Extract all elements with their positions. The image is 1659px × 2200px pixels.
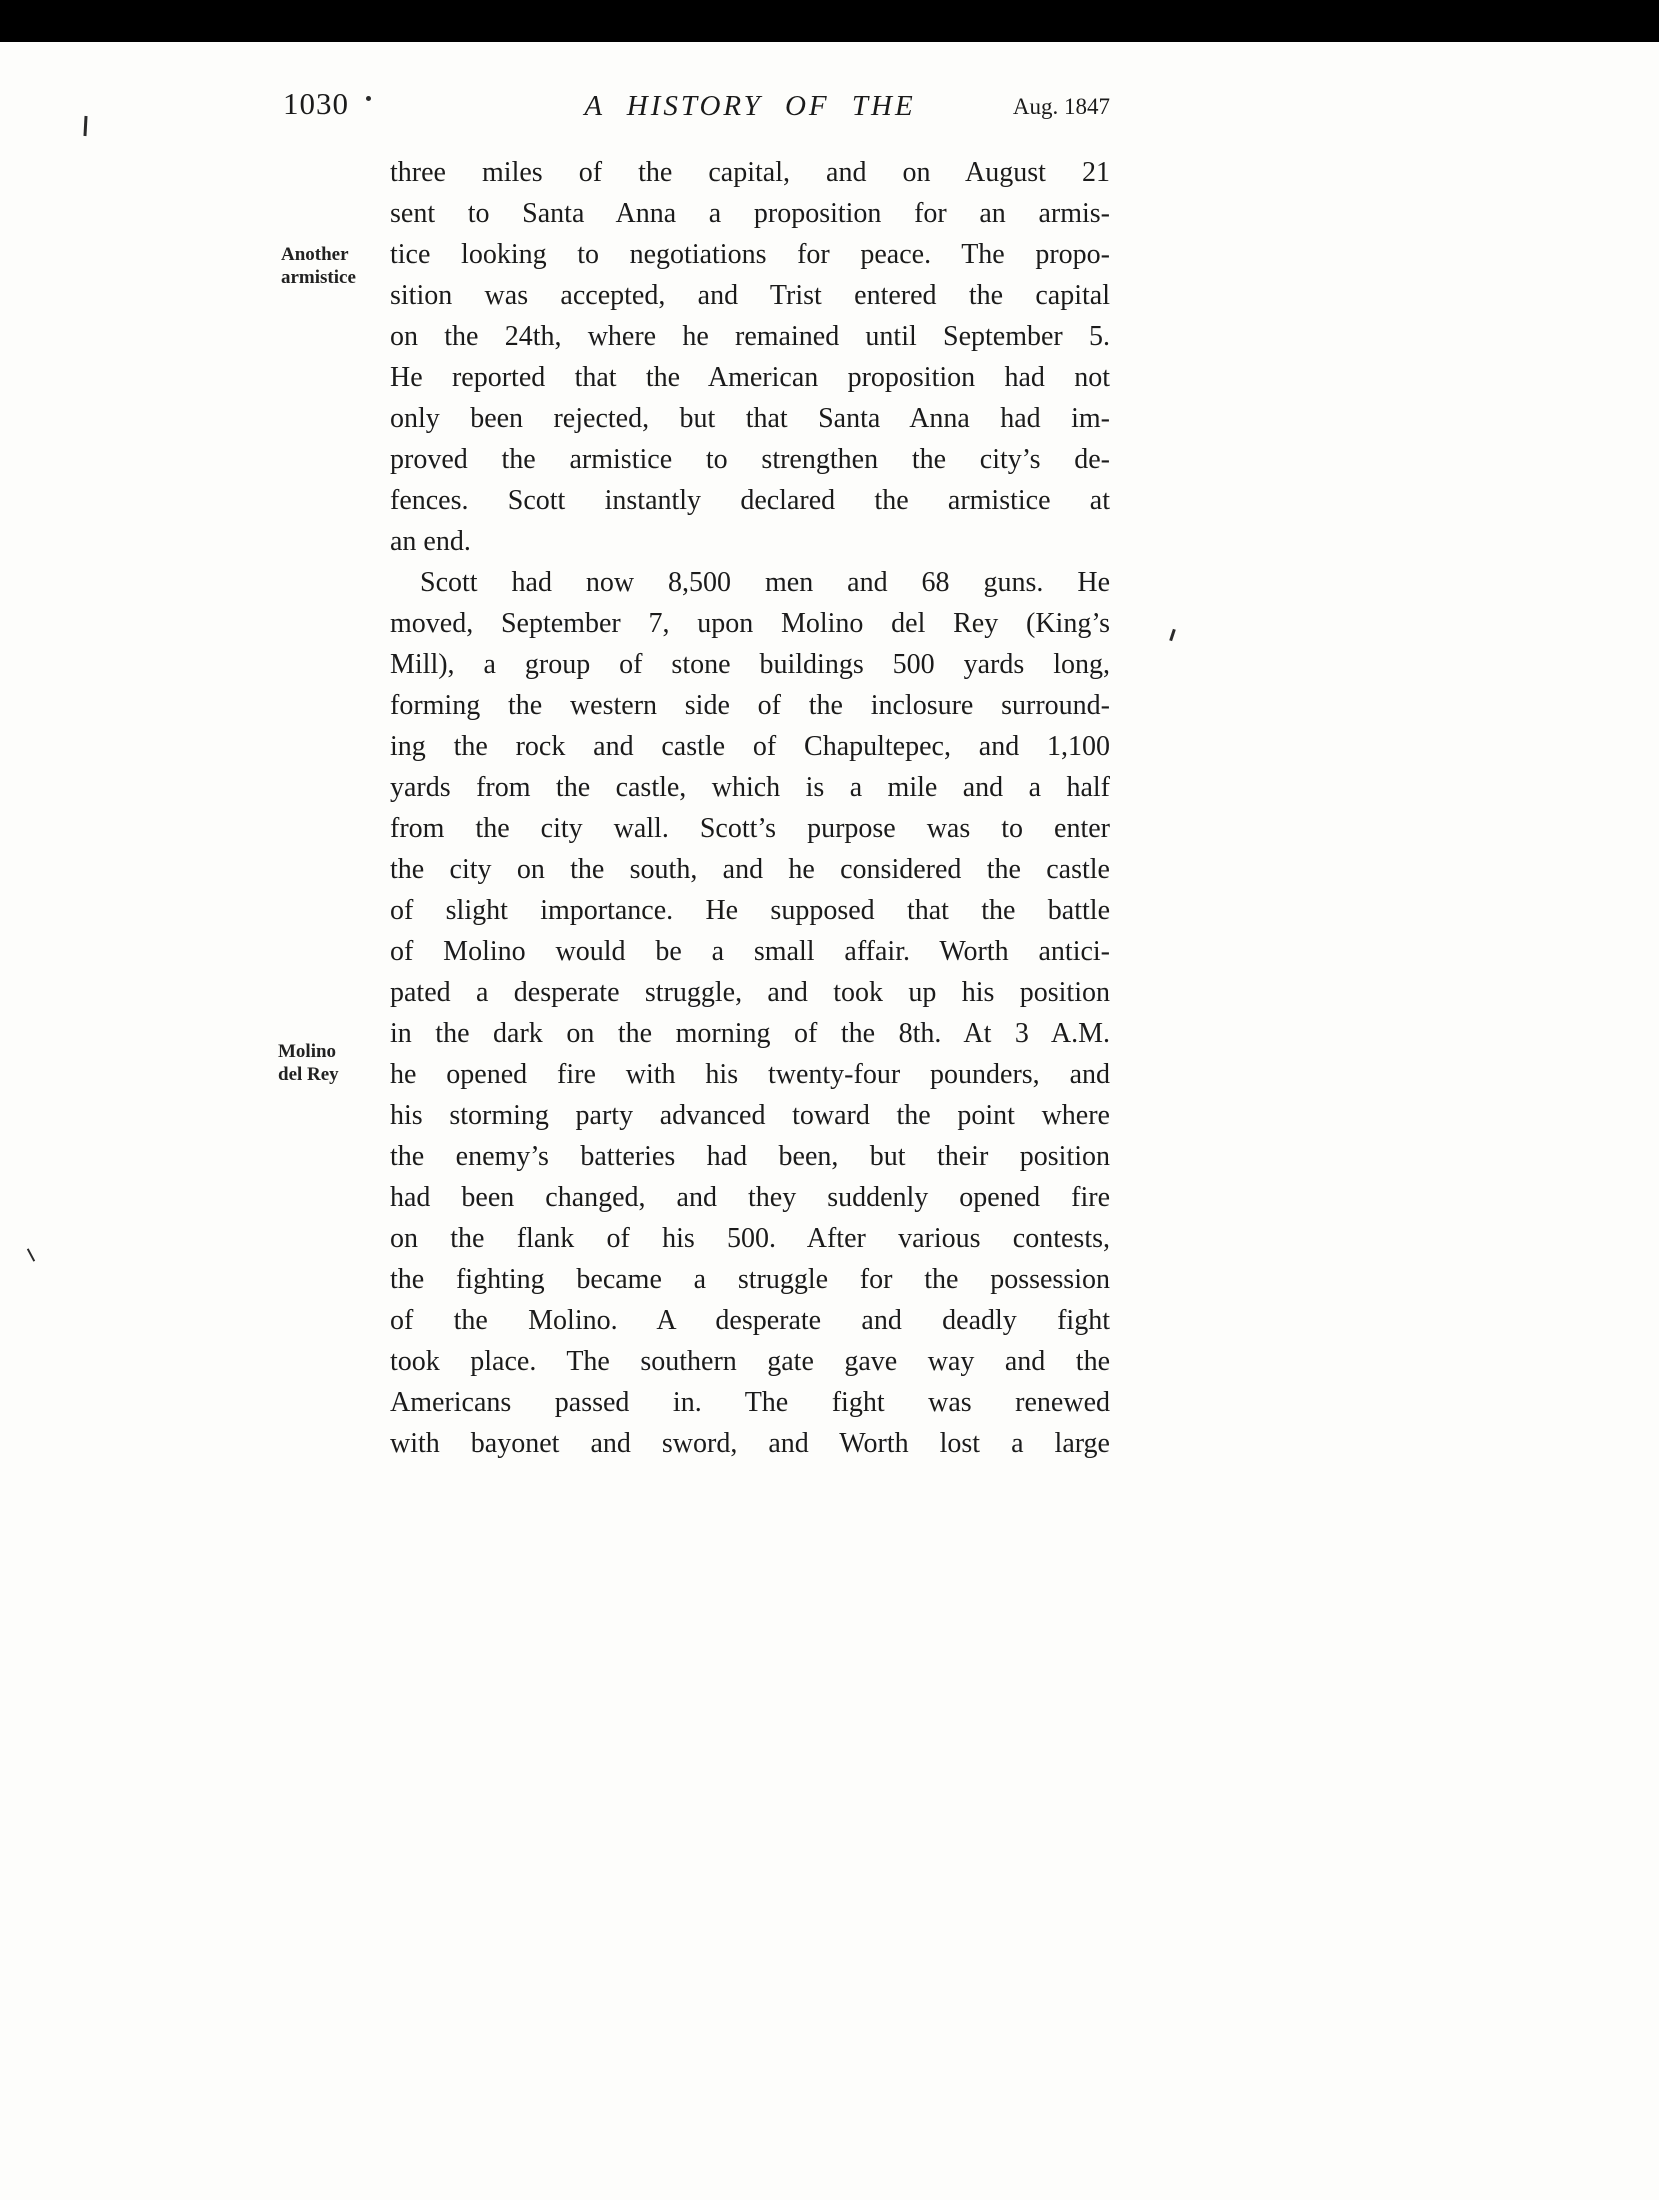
scan-artifact xyxy=(1169,629,1176,641)
text-line: three miles of the capital, and on August 21 xyxy=(390,157,1110,188)
text-line: Mill), a group of stone buildings 500 yards long, xyxy=(390,649,1110,680)
text-line: an end. xyxy=(390,526,471,557)
text-line: he opened fire with his twenty-four pounders, and xyxy=(390,1059,1110,1090)
text-line: on the flank of his 500. After various contests, xyxy=(390,1223,1110,1254)
text-line: Americans passed in. The fight was renewed xyxy=(390,1387,1110,1418)
text-line: in the dark on the morning of the 8th. At 3 A.M. xyxy=(390,1018,1110,1049)
margin-note-line: Molino xyxy=(278,1041,337,1062)
text-line: proved the armistice to strengthen the city’s de- xyxy=(390,444,1110,475)
text-line: the enemy’s batteries had been, but their position xyxy=(390,1141,1110,1172)
text-line: the fighting became a struggle for the possession xyxy=(390,1264,1110,1295)
text-line: the city on the south, and he considered the castle xyxy=(390,854,1110,885)
text-line: with bayonet and sword, and Worth lost a large xyxy=(390,1428,1110,1459)
text-line: of Molino would be a small affair. Worth antici- xyxy=(390,936,1110,967)
margin-note-line: del Rey xyxy=(278,1064,339,1085)
text-line: of slight importance. He supposed that the battle xyxy=(390,895,1110,926)
paragraph xyxy=(390,562,1110,1464)
text-line: forming the western side of the inclosure surround- xyxy=(390,690,1110,721)
text-line: had been changed, and they suddenly opened fire xyxy=(390,1182,1110,1213)
margin-note-molino-del-rey xyxy=(278,1040,339,1086)
margin-note-line: armistice xyxy=(281,267,356,288)
scan-top-bar xyxy=(0,0,1659,42)
text-line: tice looking to negotiations for peace. The propo- xyxy=(390,239,1110,270)
text-line: on the 24th, where he remained until September 5. xyxy=(390,321,1110,352)
paragraph xyxy=(390,152,1110,562)
text-line: of the Molino. A desperate and deadly fight xyxy=(390,1305,1110,1336)
scan-artifact xyxy=(27,1248,35,1261)
scan-artifact xyxy=(83,116,87,136)
page-number: 1030 xyxy=(283,86,349,121)
text-line: only been rejected, but that Santa Anna had im- xyxy=(390,403,1110,434)
text-line: fences. Scott instantly declared the armistice at xyxy=(390,485,1110,516)
text-line: ing the rock and castle of Chapultepec, and 1,100 xyxy=(390,731,1110,762)
text-line: yards from the castle, which is a mile and a half xyxy=(390,772,1110,803)
text-line: his storming party advanced toward the point where xyxy=(390,1100,1110,1131)
margin-note-line: Another xyxy=(281,244,349,265)
text-line: moved, September 7, upon Molino del Rey (King’s xyxy=(390,608,1110,639)
running-title: A HISTORY OF THE xyxy=(584,90,916,122)
text-line: He reported that the American proposition had not xyxy=(390,362,1110,393)
text-line: pated a desperate struggle, and took up his position xyxy=(390,977,1110,1008)
margin-note-another-armistice xyxy=(281,243,356,289)
header-date: Aug. 1847 xyxy=(1012,94,1110,119)
scan-artifact xyxy=(366,96,371,101)
text-line: took place. The southern gate gave way and the xyxy=(390,1346,1110,1377)
text-line: from the city wall. Scott’s purpose was to enter xyxy=(390,813,1110,844)
text-line: sent to Santa Anna a proposition for an armis- xyxy=(390,198,1110,229)
body-text-column xyxy=(390,152,1110,1464)
text-line: sition was accepted, and Trist entered the capital xyxy=(390,280,1110,311)
text-line: Scott had now 8,500 men and 68 guns. He xyxy=(420,567,1110,598)
